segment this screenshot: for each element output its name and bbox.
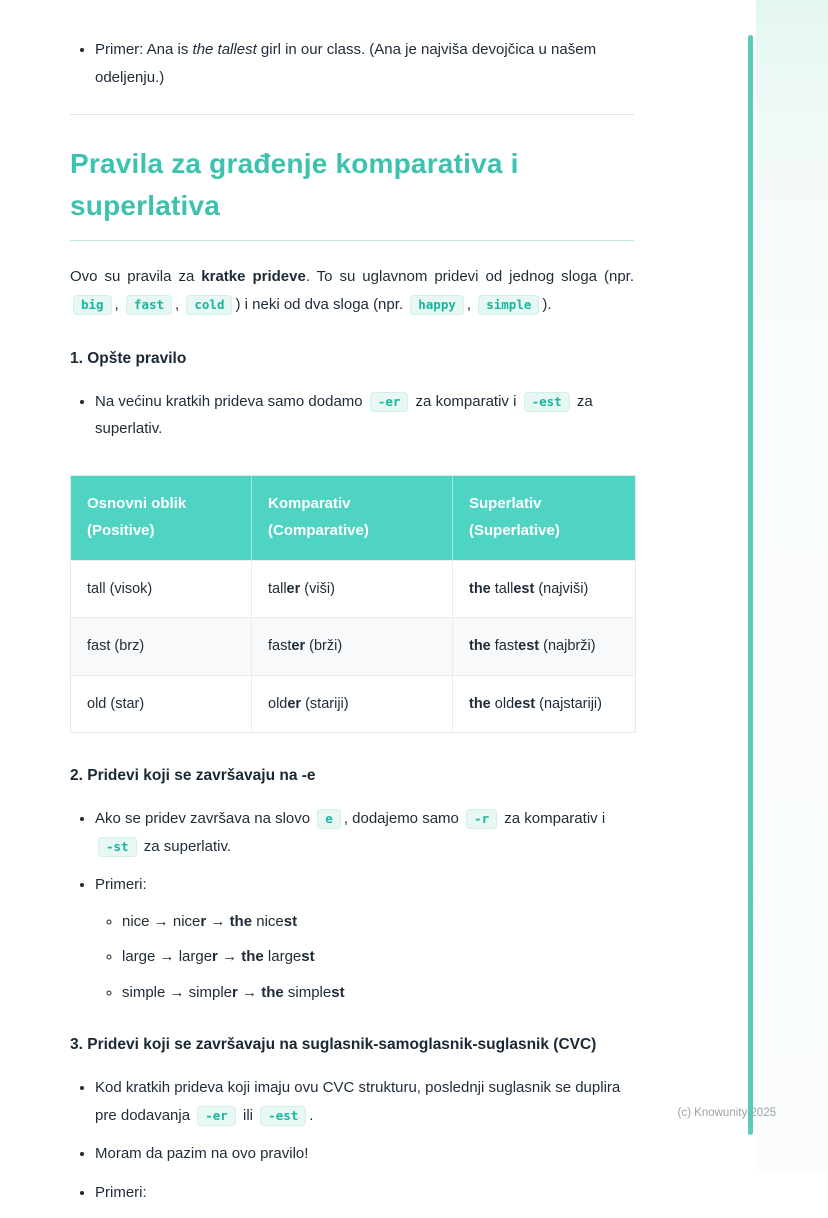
intro-list: [70, 36, 634, 92]
example-text: simple → simpler → the simplest: [122, 983, 345, 1001]
section-divider: [70, 114, 634, 115]
document-content: [70, 36, 634, 1218]
table-cell: fast (brz): [71, 617, 251, 674]
table-cell: the oldest (najstariji): [452, 675, 635, 732]
rule-text: Kod kratkih prideva koji imaju ovu CVC strukturu, poslednji suglasnik se duplira pre dodavanja -er ili -est .: [95, 1078, 621, 1124]
list-item: [122, 909, 634, 935]
header-cell-superlative: [452, 476, 635, 560]
header-line: Osnovni oblik: [87, 495, 187, 512]
table-row: [71, 560, 635, 617]
header-line: (Superlative): [469, 522, 560, 539]
section-3-heading: 3. Pridevi koji se završavaju na suglasnik-samoglasnik-suglasnik (CVC): [70, 1035, 597, 1053]
example-text: large → larger → the largest: [122, 948, 315, 966]
list-item: [95, 871, 634, 1006]
table-cell: older (stariji): [251, 675, 452, 732]
header-line: Komparativ: [268, 495, 351, 512]
header-cell-positive: [71, 476, 251, 560]
section-2-list: [70, 805, 634, 1006]
section-1-list: [70, 388, 634, 444]
table-row: [71, 617, 635, 674]
examples-list: [95, 909, 634, 1006]
table-cell: faster (brži): [251, 617, 452, 674]
header-cell-comparative: [251, 476, 452, 560]
rule-text: Na većinu kratkih prideva samo dodamo -er za komparativ i -est za superlativ.: [95, 392, 593, 438]
table-cell: taller (viši): [251, 560, 452, 617]
list-item: [95, 388, 634, 444]
right-gutter: [756, 0, 828, 1171]
footer-credit: (c) Knowunity 2025: [677, 1107, 776, 1119]
header-line: (Comparative): [268, 522, 369, 539]
section-3-list: [70, 1074, 634, 1207]
table-header-row: [71, 476, 635, 560]
table-cell: old (star): [71, 675, 251, 732]
header-line: Superlativ: [469, 495, 542, 512]
list-item: [95, 1179, 634, 1207]
table-cell: the tallest (najviši): [452, 560, 635, 617]
examples-label: Primeri:: [95, 876, 147, 894]
table-row: [71, 675, 635, 732]
section-2-heading: 2. Pridevi koji se završavaju na -e: [70, 766, 316, 784]
list-item: [122, 944, 634, 970]
example-sentence: Primer: Ana is the tallest girl in our class. (Ana je najviša devojčica u našem odeljenju.): [95, 41, 597, 86]
example-text: nice → nicer → the nicest: [122, 913, 298, 931]
table-cell: tall (visok): [71, 560, 251, 617]
table-cell: the fastest (najbrži): [452, 617, 635, 674]
examples-label: Primeri:: [95, 1184, 147, 1202]
rule-text: Ako se pridev završava na slovo e , dodajemo samo -r za komparativ i -st za superlativ.: [95, 809, 606, 855]
list-item: [95, 1140, 634, 1168]
list-item: [122, 980, 634, 1006]
header-line: (Positive): [87, 522, 155, 539]
list-item: [95, 1074, 634, 1130]
comparison-table: [70, 475, 636, 733]
scrollbar-thumb[interactable]: [748, 35, 753, 1135]
list-item: [95, 36, 634, 92]
intro-paragraph: Ovo su pravila za kratke prideve. To su uglavnom pridevi od jednog sloga (npr. big , fast , cold ) i neki od dva sloga (npr. happy , simple ).: [70, 267, 634, 313]
list-item: [95, 805, 634, 861]
page-title: Pravila za građenje komparativa i superlativa: [70, 143, 634, 241]
note-text: Moram da pazim na ovo pravilo!: [95, 1145, 309, 1163]
section-1-heading: 1. Opšte pravilo: [70, 349, 187, 367]
